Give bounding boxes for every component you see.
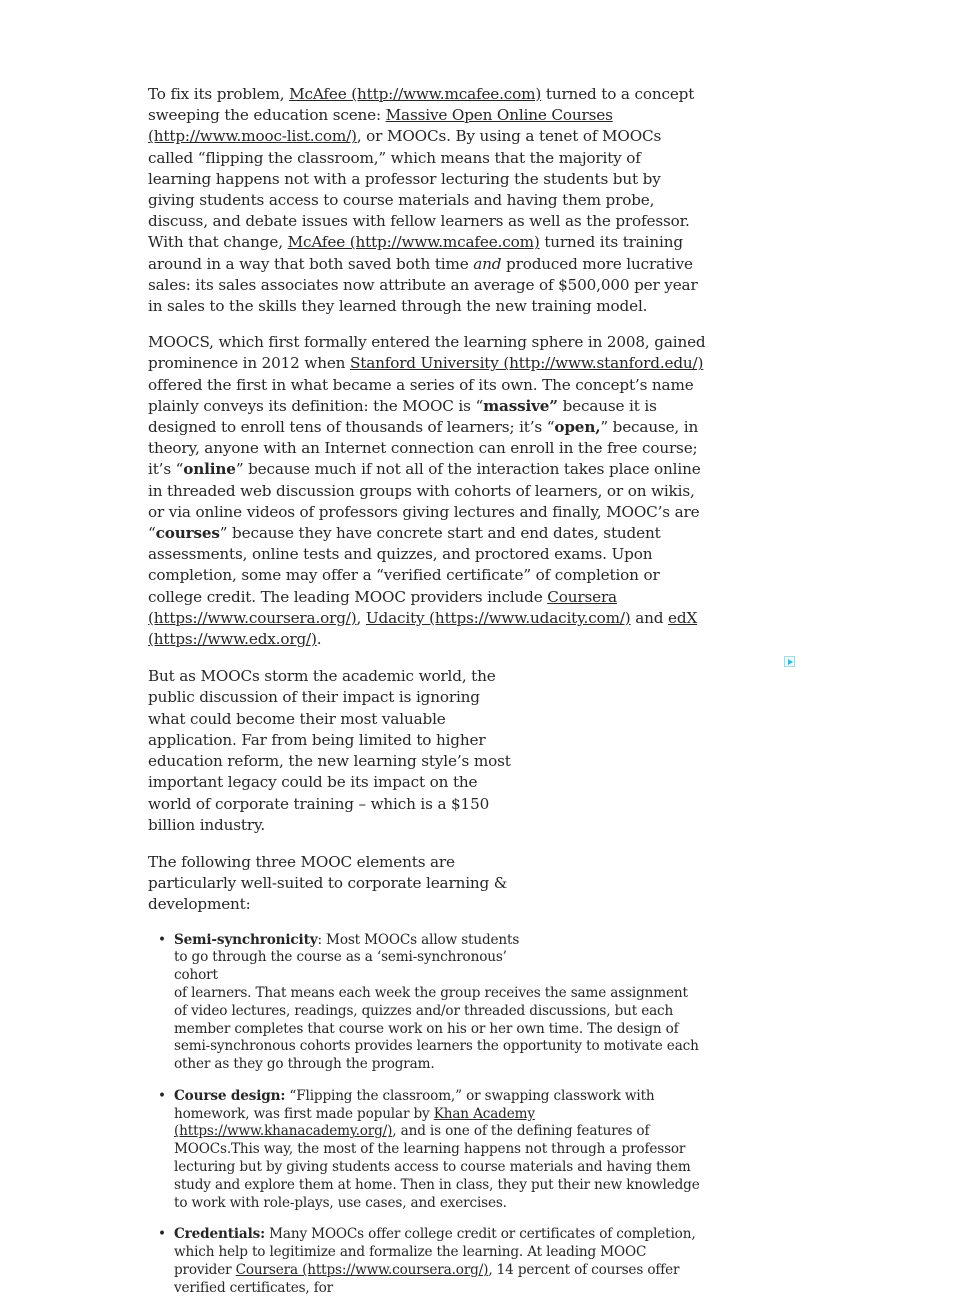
edx-link[interactable]: edX (https://www.edx.org/) — [148, 608, 698, 649]
bullet: • — [158, 931, 166, 948]
coursera-link[interactable]: Coursera (https://www.coursera.org/) — [148, 587, 617, 627]
list-item-semi-synchronicity: • Semi-synchronicity: Most MOOCs allow students to go through the course as a ‘semi-synchronous’ cohort of learners. That means each week the group receives the same assignment of video lectures, readings, quizzes and/or threaded discussions, but each member completes that course work on his or her own time. The design of semi-synchronous cohorts provides learners the opportunity to motivate each other as they go through the program. — [158, 931, 699, 1073]
list-item-course-design: • Course design: “Flipping the classroom,” or swapping classwork with homework, was first made popular by Khan Academy (https://www.khanacademy.org/), and is one of the defining features of MOOCs.This way, the most of the learning happens not through a professor lecturing but by giving students access to course materials and having them study and explore them at home. Then in class, they put their new knowledge to work with role-plays, use cases, and exercises. — [158, 1087, 700, 1211]
khan-academy-link[interactable]: Khan Academy (https://www.khanacademy.org/) — [174, 1105, 535, 1140]
mooc-elements-list — [148, 932, 708, 1298]
udacity-link[interactable]: Udacity (https://www.udacity.com/) — [365, 608, 631, 627]
paragraph-mcafee: To fix its problem, McAfee (http://www.mcafee.com) turned to a concept sweeping the education scene: Massive Open Online Courses (http://www.mooc-list.com/), or MOOCs. By using a tenet of MOOCs called “flipping the classroom,” which means that the majority of learning happens not with a professor lecturing the students but by giving students access to course materials and having them probe, discuss, and debate issues with fellow learners as well as the professor. With that change, McAfee (http://www.mcafee.com) turned its training around in a way that both saved both time and produced more lucrative sales: its sales associates now attribute an average of $500,000 per year in sales to the skills they learned through the new training model. — [148, 85, 698, 316]
article-body — [148, 84, 708, 1312]
paragraph-list-intro: The following three MOOC elements are particularly well-suited to corporate learning & development: — [148, 852, 508, 914]
coursera-link-2[interactable]: Coursera (https://www.coursera.org/) — [235, 1262, 489, 1279]
mcafee-link[interactable]: McAfee (http://www.mcafee.com) — [289, 85, 542, 103]
stanford-link[interactable]: Stanford University (http://www.stanford.edu/) — [349, 354, 704, 373]
mooc-list-link[interactable]: Massive Open Online Courses (http://www.mooc-list.com/) — [148, 106, 613, 146]
adchoices-icon[interactable] — [784, 656, 795, 667]
list-item-credentials: • Credentials: Many MOOCs offer college credit or certificates of completion, which help to legitimize and formalize the learning. At leading MOOC provider Coursera (https://www.coursera.org/), 14 percent of courses offer verified certificates, for — [158, 1226, 696, 1296]
bullet: • — [158, 1226, 166, 1243]
mcafee-link-2[interactable]: McAfee (http://www.mcafee.com) — [287, 233, 540, 252]
paragraph-corporate-training: But as MOOCs storm the academic world, the public discussion of their impact is ignoring what could become their most valuable application. Far from being limited to higher education reform, the new learning style’s most important legacy could be its impact on the world of corporate training – which is a $150 billion industry. — [148, 667, 511, 834]
bullet: • — [158, 1087, 166, 1104]
paragraph-moocs-definition: MOOCS, which first formally entered the learning sphere in 2008, gained prominence in 2012 when Stanford University (http://www.stanford.edu/) offered the first in what became a series of its own. The concept’s name plainly conveys its definition: the MOOC is “massive” because it is designed to enroll tens of thousands of learners; it’s “open,” because, in theory, anyone with an Internet connection can enroll in the free course; it’s “online” because much if not all of the interaction takes place online in threaded web discussion groups with cohorts of learners, or on wikis, or via online videos of professors giving lectures and finally, MOOC’s are “courses” because they have concrete start and end dates, student assessments, online tests and quizzes, and proctored exams. Upon completion, some may offer a “verified certificate” of completion or college credit. The leading MOOC providers include Coursera (https://www.coursera.org/), Udacity (https://www.udacity.com/) and edX (https://www.edx.org/). — [148, 333, 706, 649]
